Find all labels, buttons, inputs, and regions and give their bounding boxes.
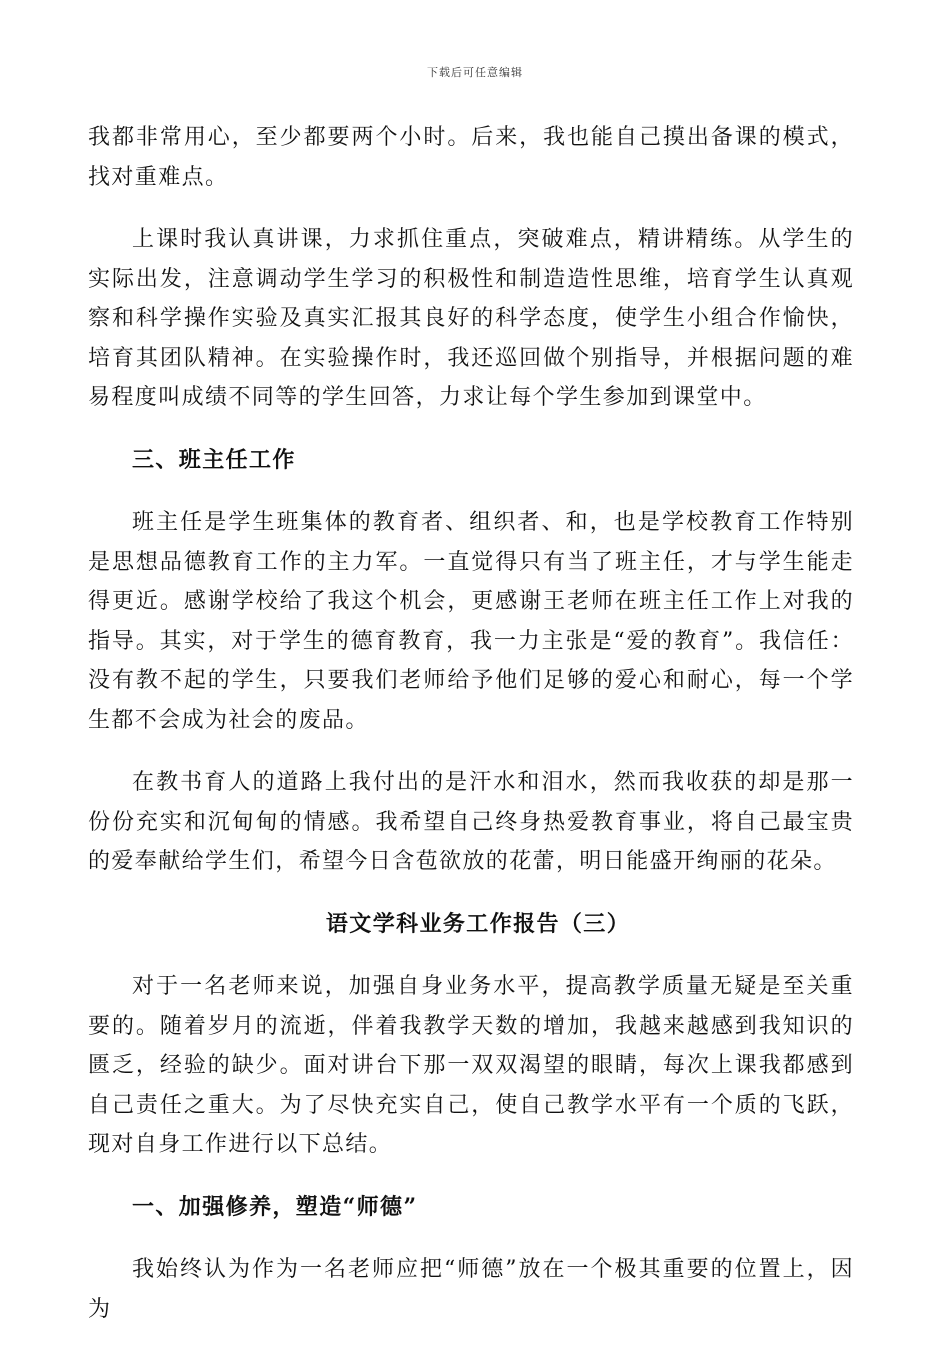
document-body	[88, 118, 854, 1352]
paragraph-teaching: 上课时我认真讲课，力求抓住重点，突破难点，精讲精练。从学生的实际出发，注意调动学生学习的积极性和制造造性思维，培育学生认真观察和科学操作实验及真实汇报其良好的科学态度，使学生小组合作愉快，培育其团队精神。在实验操作时，我还巡回做个别指导，并根据问题的难易程度叫成绩不同等的学生回答，力求让每个学生参加到课堂中。	[88, 227, 854, 410]
paragraph-lesson-prep: 我都非常用心，至少都要两个小时。后来，我也能自己摸出备课的模式，找对重难点。	[88, 125, 854, 190]
section-heading-ethics: 一、加强修养，塑造“师德”	[132, 1193, 418, 1220]
header-note: 下载后可任意编辑	[427, 66, 523, 79]
section-heading-class-teacher: 三、班主任工作	[132, 446, 296, 473]
paragraph-class-teacher: 班主任是学生班集体的教育者、组织者、和，也是学校教育工作特别是思想品德教育工作的主力军。一直觉得只有当了班主任，才与学生能走得更近。感谢学校给了我这个机会，更感谢王老师在班主任工作上对我的指导。其实，对于学生的德育教育，我一力主张是“爱的教育”。我信任：没有教不起的学生，只要我们老师给予他们足够的爱心和耐心，每一个学生都不会成为社会的废品。	[88, 510, 854, 733]
paragraph-report-intro: 对于一名老师来说，加强自身业务水平，提高教学质量无疑是至关重要的。随着岁月的流逝，伴着我教学天数的增加，我越来越感到我知识的匮乏，经验的缺少。面对讲台下那一双双渴望的眼睛，每次上课我都感到自己责任之重大。为了尽快充实自己，使自己教学水平有一个质的飞跃，现对自身工作进行以下总结。	[88, 974, 854, 1157]
paragraph-conclusion: 在教书育人的道路上我付出的是汗水和泪水，然而我收获的却是那一份份充实和沉甸甸的情感。我希望自己终身热爱教育事业，将自己最宝贵的爱奉献给学生们，希望今日含苞欲放的花蕾，明日能盛开绚丽的花朵。	[88, 770, 854, 874]
report-title: 语文学科业务工作报告（三）	[325, 910, 631, 937]
paragraph-ethics: 我始终认为作为一名老师应把“师德”放在一个极其重要的位置上，因为	[88, 1257, 854, 1322]
